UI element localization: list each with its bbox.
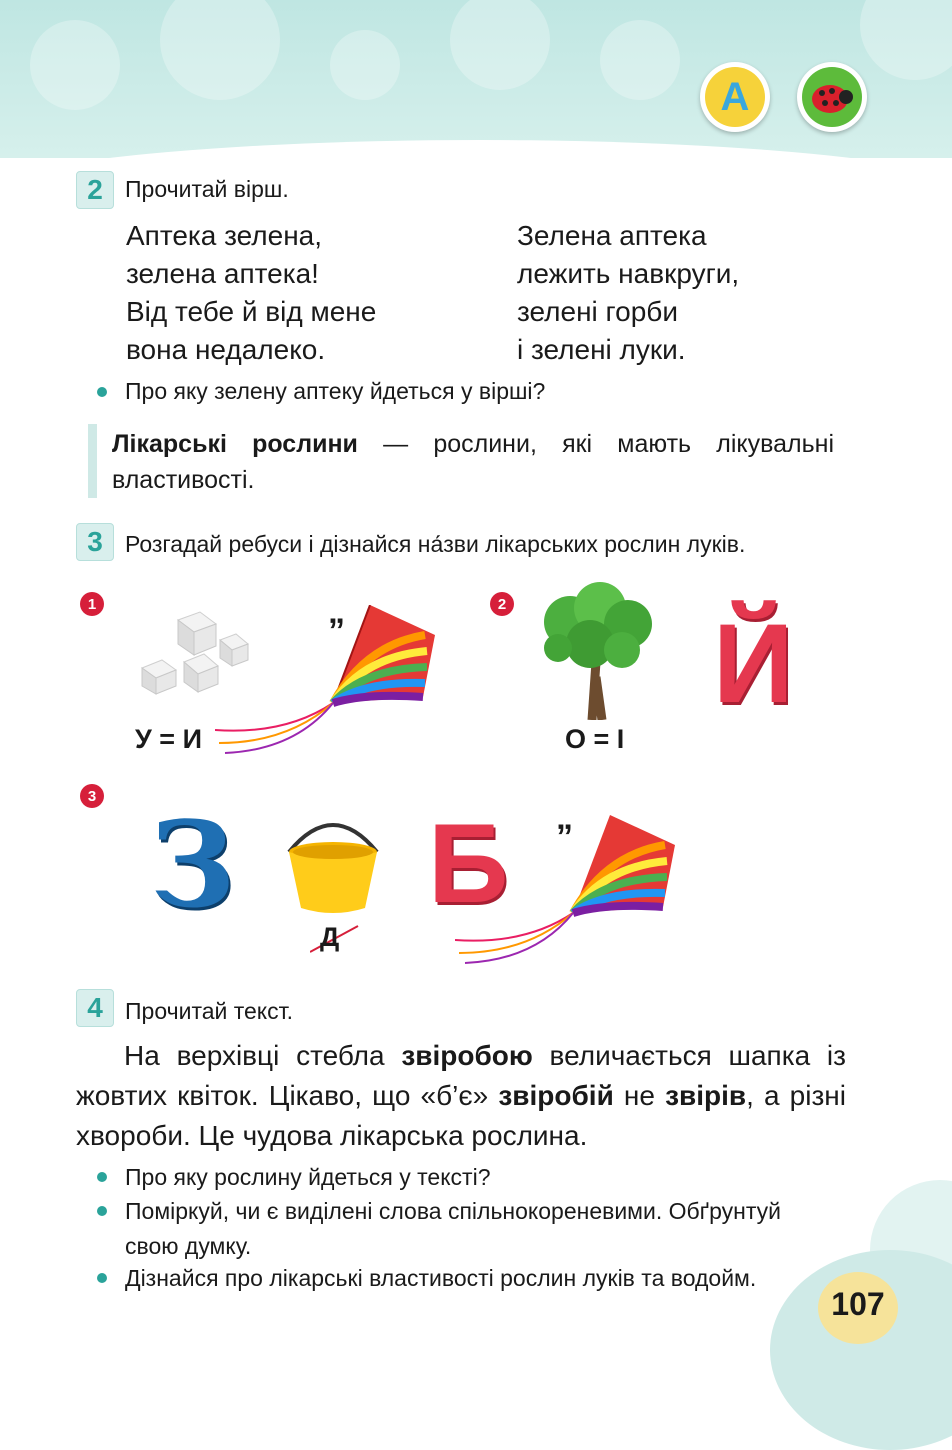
task4-question-3: Дізнайся про лікарські властивості рослин луків та водойм. (125, 1265, 757, 1291)
definition-bar (88, 424, 97, 498)
bubble-decor (160, 0, 280, 100)
task3-title: Розгадай ребуси і дізнайся на́зви лікарських рослин луків. (125, 531, 746, 557)
task4-question-2: Поміркуй, чи є виділені слова спільнокореневими. Обґрунтуй (125, 1198, 782, 1224)
bubble-decor (450, 0, 550, 90)
highlighted-word: звіробою (401, 1040, 533, 1071)
task4-question-2-cont: свою думку. (125, 1233, 252, 1259)
poem-line: і зелені луки. (517, 334, 686, 365)
bubble-decor (30, 20, 120, 110)
poem-line: зелені горби (517, 296, 678, 327)
bubble-decor (330, 30, 400, 100)
bullet-dot (97, 1273, 107, 1283)
poem-line: вона недалеко. (126, 334, 326, 365)
poem-line: зелена аптека! (126, 258, 319, 289)
alphabet-badge (700, 62, 770, 132)
rebus3-letter-b: Б (428, 801, 509, 926)
task4-paragraph (76, 1036, 846, 1156)
poem-line: Від тебе й від мене (126, 296, 377, 327)
poem-line: Аптека зелена, (126, 220, 323, 251)
tree-icon (540, 582, 655, 720)
ladybug-icon (810, 79, 854, 115)
definition-term: Лікарські рослини (112, 430, 358, 458)
task4-title: Прочитай текст. (125, 998, 294, 1024)
rebus1-rule: У = И (135, 724, 202, 754)
apostrophe-mark: ” (328, 612, 345, 650)
bullet-dot (97, 387, 107, 397)
poem-line: лежить навкруги, (517, 258, 740, 289)
task2-question: Про яку зелену аптеку йдеться у вірші? (125, 378, 546, 404)
poem-line: Зелена аптека (517, 220, 707, 251)
rebus2-rule: О = І (565, 724, 625, 754)
highlighted-word: звірів (665, 1080, 747, 1111)
text-run: На верхівці стебла (124, 1040, 402, 1071)
header-wave (0, 140, 952, 158)
bubble-decor (600, 20, 680, 100)
rebus-number-3: 3 (80, 784, 104, 808)
badge-letter: A (720, 74, 750, 119)
bullet-dot (97, 1172, 107, 1182)
rebus3-crossed-letter: Д (320, 922, 340, 952)
highlighted-word: звіробій (498, 1080, 614, 1111)
rebus2-letter: Й (713, 601, 794, 726)
rebus3-letter-z: З (150, 795, 236, 934)
task-number-3: 3 (76, 523, 114, 561)
kite-icon (455, 815, 680, 965)
task-number-2: 2 (76, 171, 114, 209)
kite-icon (215, 605, 440, 755)
bucket-icon (283, 816, 383, 916)
text-run: величається шапка із жовтих квіток. Цікаво, що «б’є» (76, 1040, 846, 1111)
rebus-number-1: 1 (80, 592, 104, 616)
rebus-number-2: 2 (490, 592, 514, 616)
page-number: 107 (831, 1286, 885, 1322)
task4-question-1: Про яку рослину йдеться у тексті? (125, 1164, 491, 1190)
bullet-dot (97, 1206, 107, 1216)
task-number-4: 4 (76, 989, 114, 1027)
ladybug-badge (797, 62, 867, 132)
apostrophe-mark: ” (556, 818, 573, 856)
text-run: , а різні хвороби. Це чудова лікарська рослина. (76, 1080, 846, 1151)
bubble-decor (860, 0, 952, 80)
definition (112, 426, 834, 498)
task2-title: Прочитай вірш. (125, 176, 289, 202)
text-run: не (613, 1080, 666, 1111)
definition-rest: — рослини, які мають лікувальні властивості. (112, 430, 835, 494)
